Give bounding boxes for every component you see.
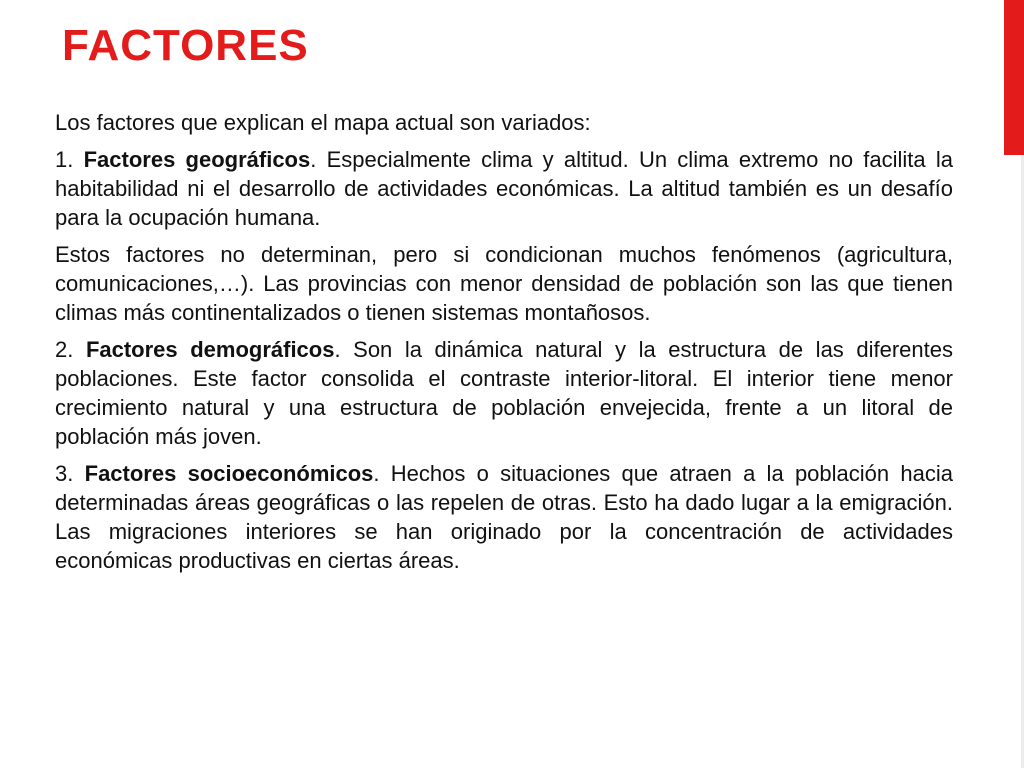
item-text: Estos factores no determinan, pero si condicionan muchos fenómenos (agricultura, comunicaciones,…). Las provincias con menor densidad de población son las que tienen climas más continentalizados o tienen sistemas montañosos. — [55, 242, 953, 325]
item-number: 3. — [55, 461, 74, 486]
item-heading: Factores socioeconómicos — [84, 461, 374, 486]
item-number: 2. — [55, 337, 74, 362]
intro-paragraph: Los factores que explican el mapa actual son variados: — [55, 110, 591, 135]
item-text: . Son la dinámica natural y la estructura de las diferentes poblaciones. Este factor consolida el contraste interior-litoral. El interior tiene menor crecimiento natural y una estructura de población envejecida, frente a un litoral de población más joven. — [55, 337, 953, 449]
item-text: . Hechos o situaciones que atraen a la población hacia determinadas áreas geográficas o las repelen de otras. Esto ha dado lugar a la emigración. Las migraciones interiores se han originado por la concentración de actividades económicas productivas en ciertas áreas. — [55, 461, 953, 573]
paragraph-factores-socioeconomicos — [55, 459, 953, 575]
paragraph-factores-demograficos — [55, 335, 953, 451]
paragraph-condicionantes — [55, 240, 953, 327]
red-accent-bar — [1004, 0, 1024, 155]
slide-title: FACTORES — [62, 21, 309, 70]
paragraph-factores-geograficos — [55, 145, 953, 232]
item-text: . Especialmente clima y altitud. Un clima extremo no facilita la habitabilidad ni el desarrollo de actividades económicas. La altitud también es un desafío para la ocupación humana. — [55, 147, 953, 230]
item-number: 1. — [55, 147, 74, 172]
slide-body — [55, 108, 953, 583]
item-heading: Factores demográficos — [85, 337, 335, 362]
item-heading: Factores geográficos — [83, 147, 311, 172]
